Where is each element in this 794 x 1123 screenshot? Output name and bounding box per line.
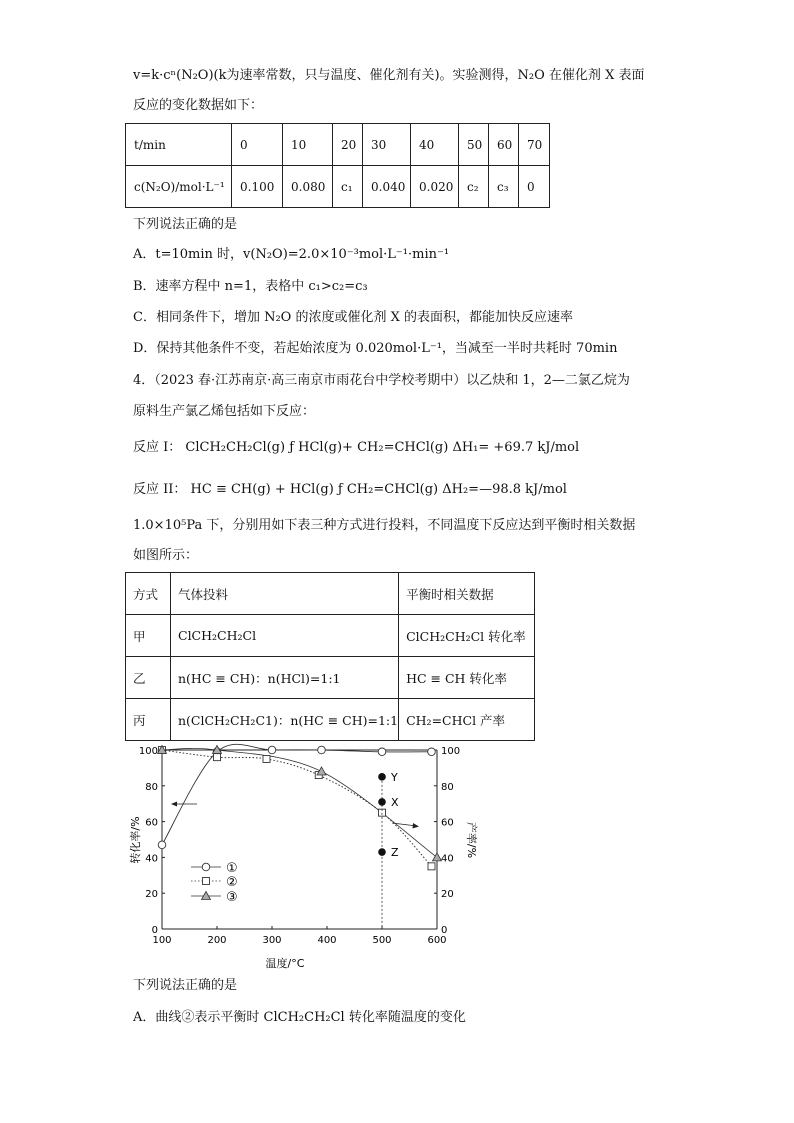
table-cell: 乙	[126, 657, 171, 699]
x-tick-label: 500	[372, 935, 392, 946]
y-tick-label-left: 80	[145, 781, 158, 793]
table-cell: 50	[459, 124, 489, 166]
q4-heading-2: 原料生产氯乙烯包括如下反应：	[133, 404, 316, 419]
y-tick-label-right: 60	[441, 817, 454, 829]
data-point-series-1	[318, 746, 326, 754]
x-tick-label: 300	[262, 935, 282, 946]
table-cell: 60	[489, 124, 519, 166]
y-tick-label-left: 60	[145, 817, 158, 829]
y-tick-label-right: 100	[441, 746, 461, 757]
table-cell: 10	[283, 124, 333, 166]
data-point-series-1	[158, 841, 166, 849]
table-cell: c₂	[459, 166, 489, 208]
table-row	[126, 124, 550, 166]
data-point-series-2	[428, 863, 435, 870]
concentration-table	[125, 123, 550, 208]
q3-option-d: D．保持其他条件不变，若起始浓度为 0.020mol·L⁻¹，当减至一半时共耗时 70min	[133, 341, 618, 356]
y-tick-label-right: 0	[441, 925, 448, 936]
q4-heading-1: 4．（2023 春·江苏南京·高三南京市雨花台中学校考期中）以乙炔和 1，2—二氯乙烷为	[133, 373, 630, 388]
table-cell: 0	[519, 166, 550, 208]
q4-option-a: A．曲线②表示平衡时 ClCH₂CH₂Cl 转化率随温度的变化	[133, 1010, 466, 1025]
series-line-1	[162, 744, 432, 845]
data-point-series-1	[378, 748, 386, 756]
point-x	[378, 798, 386, 806]
table-row	[126, 573, 535, 615]
right-arrow-head-icon	[413, 823, 420, 829]
intro-line-1: v=k·cⁿ(N₂O)(k为速率常数，只与温度、催化剂有关)。实验测得，N₂O 在催化剂 X 表面	[133, 68, 645, 83]
condition-line-2: 如图所示：	[133, 548, 199, 563]
legend-label-3: ③	[226, 890, 238, 905]
x-tick-label: 200	[207, 935, 227, 946]
q3-option-a: A．t=10min 时，v(N₂O)=2.0×10⁻³mol·L⁻¹·min⁻¹	[133, 247, 450, 262]
y-axis-label-left: 转化率/%	[129, 816, 142, 864]
table-cell: 0	[232, 124, 283, 166]
table-cell: ClCH₂CH₂Cl 转化率	[399, 615, 535, 657]
legend-marker-1	[202, 863, 210, 871]
y-tick-label-left: 100	[138, 746, 158, 757]
equilibrium-chart	[125, 740, 480, 975]
feed-table	[125, 572, 535, 741]
x-tick-label: 100	[152, 935, 172, 946]
reaction-2: 反应 II： HC ≡ CH(g) + HCl(g) ƒ CH₂=CHCl(g) ΔH₂=—98.8 kJ/mol	[133, 482, 567, 497]
reaction-1: 反应 I： ClCH₂CH₂Cl(g) ƒ HCl(g)+ CH₂=CHCl(g) ΔH₁= +69.7 kJ/mol	[133, 440, 580, 455]
point-label-x: X	[391, 795, 399, 809]
x-tick-label: 400	[317, 935, 337, 946]
legend-label-2: ②	[226, 875, 238, 890]
y-tick-label-right: 40	[441, 853, 454, 865]
data-point-series-2	[214, 754, 221, 761]
y-tick-label-right: 20	[441, 889, 454, 901]
table-row	[126, 657, 535, 699]
y-tick-label-left: 0	[151, 925, 158, 936]
legend-marker-3	[202, 892, 211, 900]
table-cell: c₁	[333, 166, 363, 208]
table-cell: n(HC ≡ CH)：n(HCl)=1:1	[171, 657, 399, 699]
y-tick-label-left: 20	[145, 889, 158, 901]
table-cell: n(ClCH₂CH₂C1)：n(HC ≡ CH)=1:1	[171, 699, 399, 741]
y-tick-label-left: 40	[145, 853, 158, 865]
point-y	[378, 773, 386, 781]
q3-option-b: B．速率方程中 n=1，表格中 c₁>c₂=c₃	[133, 279, 368, 294]
legend-label-1: ①	[226, 861, 238, 876]
point-z	[378, 848, 386, 856]
data-point-series-3	[317, 767, 326, 775]
table-cell: c(N₂O)/mol·L⁻¹	[126, 166, 232, 208]
table-row	[126, 615, 535, 657]
table-cell: 70	[519, 124, 550, 166]
data-point-series-1	[428, 748, 436, 756]
data-point-series-2	[263, 755, 270, 762]
y-tick-label-right: 80	[441, 781, 454, 793]
point-label-z: Z	[391, 846, 399, 860]
y-axis-label-right: 产率/%	[465, 821, 478, 859]
table-header: 方式	[126, 573, 171, 615]
table-header: 气体投料	[171, 573, 399, 615]
left-arrow-head-icon	[171, 802, 177, 807]
table-header: 平衡时相关数据	[399, 573, 535, 615]
q3-option-c: C．相同条件下，增加 N₂O 的浓度或催化剂 X 的表面积，都能加快反应速率	[133, 310, 573, 325]
x-axis-label: 温度/°C	[265, 957, 305, 970]
table-cell: 0.040	[363, 166, 411, 208]
table-cell: 0.020	[411, 166, 459, 208]
table-cell: 40	[411, 124, 459, 166]
table-cell: 甲	[126, 615, 171, 657]
table-row	[126, 699, 535, 741]
point-label-y: Y	[391, 770, 398, 784]
table-cell: 0.100	[232, 166, 283, 208]
table-cell: 丙	[126, 699, 171, 741]
data-point-series-1	[268, 746, 276, 754]
table-cell: CH₂=CHCl 产率	[399, 699, 535, 741]
table-cell: ClCH₂CH₂Cl	[171, 615, 399, 657]
condition-line-1: 1.0×10⁵Pa 下，分别用如下表三种方式进行投料，不同温度下反应达到平衡时相关数据	[133, 518, 636, 533]
table-cell: c₃	[489, 166, 519, 208]
x-tick-label: 600	[427, 935, 447, 946]
q4-stem: 下列说法正确的是	[133, 978, 238, 993]
intro-line-2: 反应的变化数据如下：	[133, 98, 264, 113]
table-cell: 20	[333, 124, 363, 166]
table-cell: 30	[363, 124, 411, 166]
table-cell: t/min	[126, 124, 232, 166]
q3-stem: 下列说法正确的是	[133, 217, 238, 232]
table-row	[126, 166, 550, 208]
legend-marker-2	[203, 878, 210, 885]
table-cell: 0.080	[283, 166, 333, 208]
table-cell: HC ≡ CH 转化率	[399, 657, 535, 699]
